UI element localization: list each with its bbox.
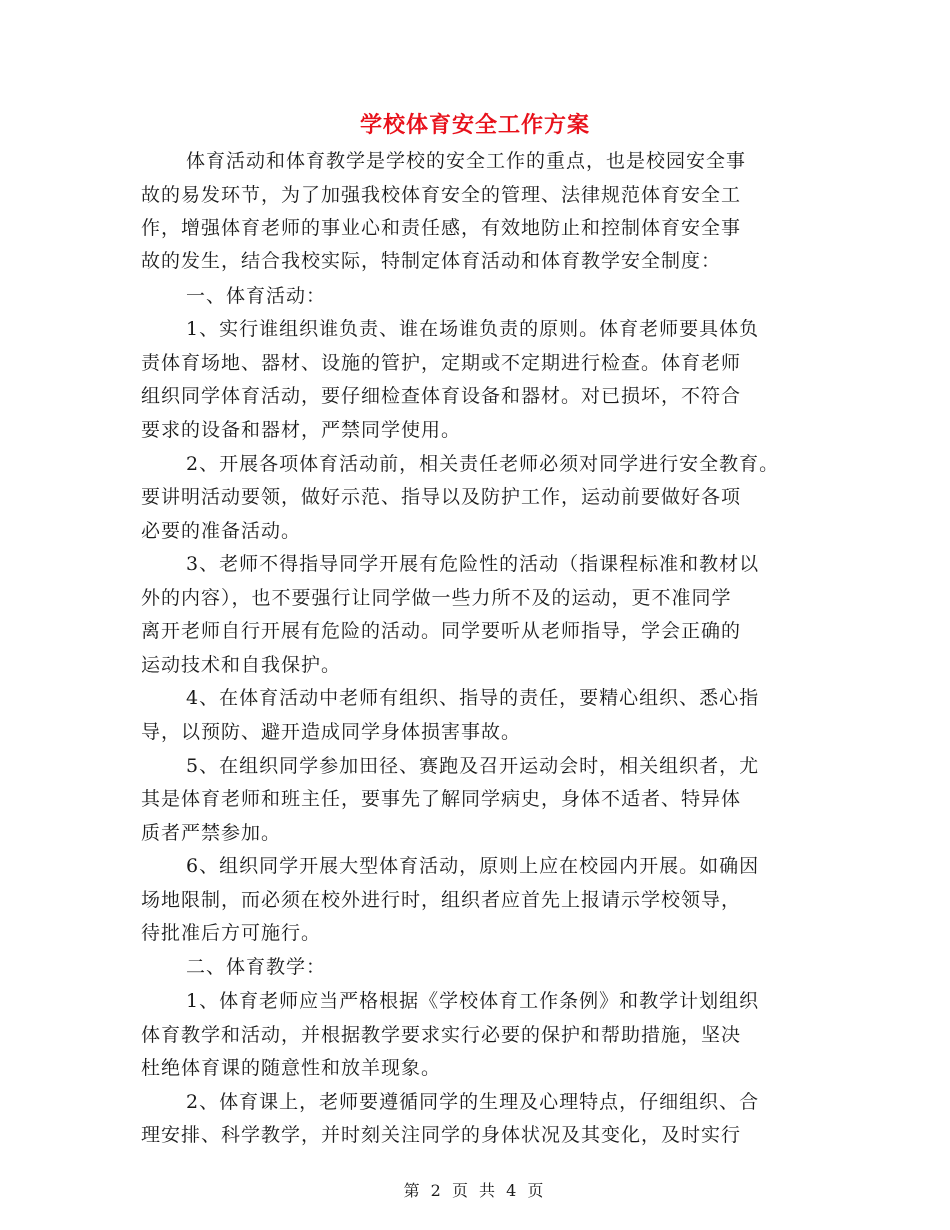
text-line: 组织同学体育活动，要仔细检查体育设备和器材。对已损坏，不符合 [141,385,742,407]
text-line: 作，增强体育老师的事业心和责任感，有效地防止和控制体育安全事 [141,217,742,239]
text-line: 4、在体育活动中老师有组织、指导的责任，要精心组织、悉心指 [186,687,760,709]
text-line: 2、体育课上，老师要遵循同学的生理及心理特点，仔细组织、合 [186,1091,760,1113]
text-line: 场地限制，而必须在校外进行时，组织者应首先上报请示学校领导， [141,889,742,911]
text-line: 外的内容），也不要强行让同学做一些力所不及的运动，更不准同学 [141,587,732,609]
text-line: 导，以预防、避开造成同学身体损害事故。 [141,721,522,743]
text-line: 6、组织同学开展大型体育活动，原则上应在校园内开展。如确因 [186,855,760,877]
document-title: 学校体育安全工作方案 [359,113,590,138]
text-line: 故的发生，结合我校实际，特制定体育活动和体育教学安全制度： [141,250,722,272]
text-line: 运动技术和自我保护。 [141,654,342,676]
text-line: 3、老师不得指导同学开展有危险性的活动（指课程标准和教材以 [186,553,760,575]
text-line: 杜绝体育课的随意性和放羊现象。 [141,1057,442,1079]
text-line: 1、体育老师应当严格根据《学校体育工作条例》和教学计划组织 [186,990,760,1012]
text-line: 故的易发环节，为了加强我校体育安全的管理、法律规范体育安全工 [141,184,742,206]
text-line: 必要的准备活动。 [141,520,302,542]
text-line: 其是体育老师和班主任，要事先了解同学病史，身体不适者、特异体 [141,788,742,810]
text-line: 理安排、科学教学，并时刻关注同学的身体状况及其变化，及时实行 [141,1124,742,1146]
section-heading: 二、体育教学： [186,956,327,978]
text-line: 要求的设备和器材，严禁同学使用。 [141,419,462,441]
text-line: 待批准后方可施行。 [141,922,322,944]
text-line: 要讲明活动要领，做好示范、指导以及防护工作，运动前要做好各项 [141,486,742,508]
text-line: 体育活动和体育教学是学校的安全工作的重点，也是校园安全事 [186,150,747,172]
text-line: 2、开展各项体育活动前，相关责任老师必须对同学进行安全教育。 [186,453,780,475]
text-line: 5、在组织同学参加田径、赛跑及召开运动会时，相关组织者，尤 [186,755,760,777]
text-line: 1、实行谁组织谁负责、谁在场谁负责的原则。体育老师要具体负 [186,318,760,340]
text-line: 质者严禁参加。 [141,822,282,844]
page-footer: 第 2 页 共 4 页 [403,1181,547,1200]
text-line: 离开老师自行开展有危险的活动。同学要听从老师指导，学会正确的 [141,620,742,642]
text-line: 体育教学和活动，并根据教学要求实行必要的保护和帮助措施，坚决 [141,1024,742,1046]
section-heading: 一、体育活动： [186,285,327,307]
text-line: 责体育场地、器材、设施的管护，定期或不定期进行检查。体育老师 [141,352,742,374]
